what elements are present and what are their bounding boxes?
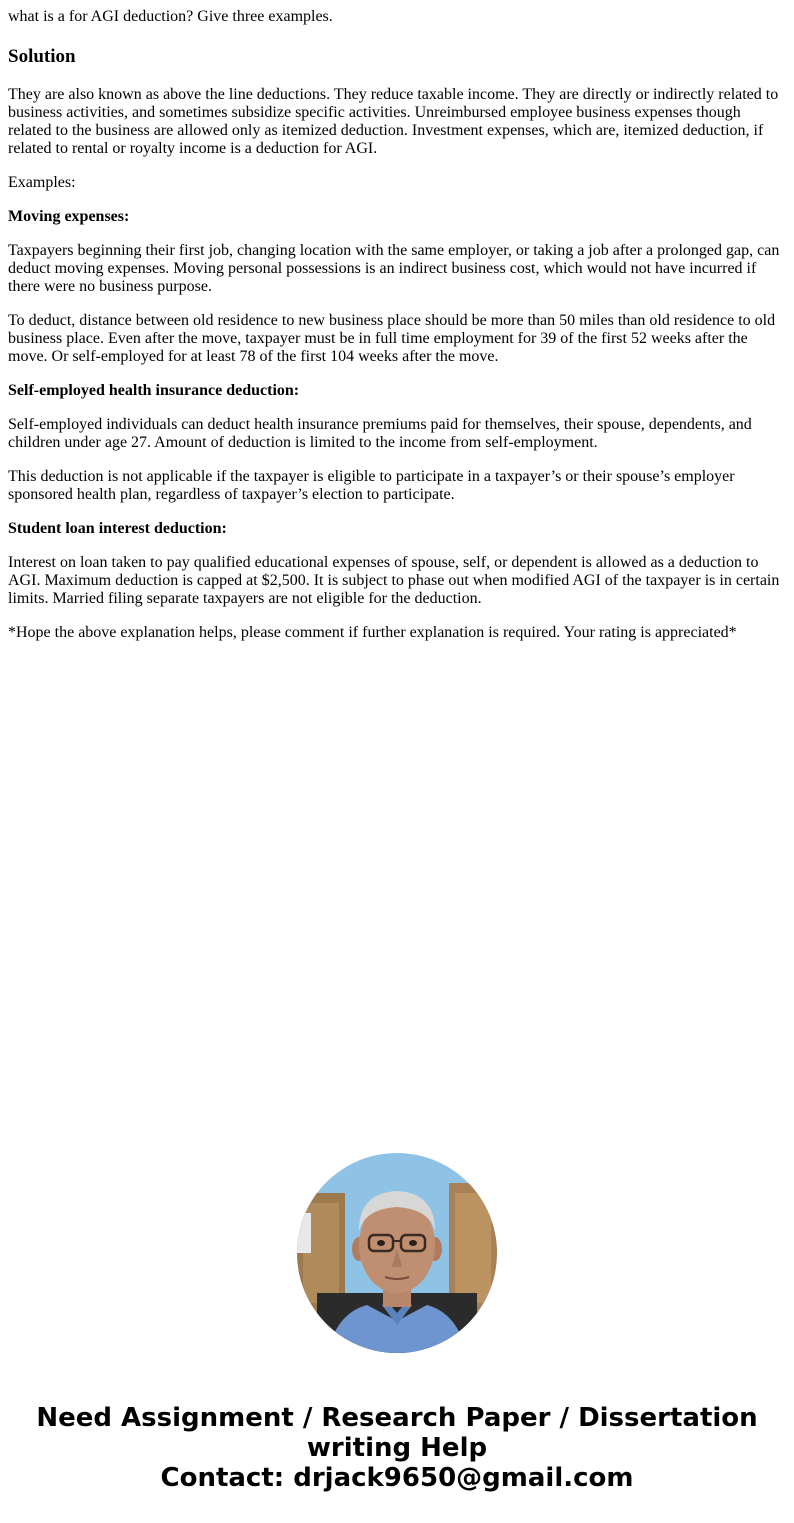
footer-contact-email: Contact: drjack9650@gmail.com — [160, 1463, 634, 1493]
paragraph: This deduction is not applicable if the taxpayer is eligible to participate in a taxpayer’s or their spouse’s employer sponsored health plan, regardless of taxpayer’s election to participate. — [8, 468, 735, 503]
paragraph: Interest on loan taken to pay qualified educational expenses of spouse, self, or dependent is allowed as a deduction to AGI. Maximum deduction is capped at $2,500. It is subject to phase out when modified AGI of the taxpayer is in certain limits. Married filing separate taxpayers are not eligible for the deduction. — [8, 554, 780, 607]
intro-paragraph: They are also known as above the line deductions. They reduce taxable income. They are directly or indirectly related to business activities, and sometimes subsidize specific activities. Unreimbursed employee business expenses though related to the business are allowed only as itemized deduction. Investment expenses, which are, itemized deduction, if related to rental or royalty income is a deduction for AGI. — [8, 86, 779, 157]
avatar — [297, 1153, 497, 1353]
avatar-portrait — [297, 1153, 497, 1353]
answer-content — [8, 8, 784, 658]
closing-note: *Hope the above explanation helps, please comment if further explanation is required. Your rating is appreciated* — [8, 624, 737, 641]
examples-label: Examples: — [8, 174, 76, 191]
footer-line: writing Help — [306, 1433, 488, 1463]
paragraph: Self-employed individuals can deduct health insurance premiums paid for themselves, their spouse, dependents, and children under age 27. Amount of deduction is limited to the income from self-employment. — [8, 416, 752, 451]
footer-line: Need Assignment / Research Paper / Dissertation — [36, 1403, 758, 1433]
solution-heading: Solution — [8, 46, 76, 67]
paragraph: Taxpayers beginning their first job, changing location with the same employer, or taking a job after a prolonged gap, can deduct moving expenses. Moving personal possessions is an indirect business cost, which would not have incurred if there were no business purpose. — [8, 242, 780, 295]
section-title-self-employed-health-insurance: Self-employed health insurance deduction: — [8, 382, 300, 399]
paragraph: To deduct, distance between old residence to new business place should be more than 50 miles than old residence to old business place. Even after the move, taxpayer must be in full time employment for 39 of the first 52 weeks after the move. Or self-employed for at least 78 of the first 104 weeks after the move. — [8, 312, 776, 365]
section-title-moving-expenses: Moving expenses: — [8, 208, 130, 225]
contact-footer — [0, 1403, 794, 1493]
section-title-student-loan-interest: Student loan interest deduction: — [8, 520, 227, 537]
question-text: what is a for AGI deduction? Give three examples. — [8, 8, 333, 25]
